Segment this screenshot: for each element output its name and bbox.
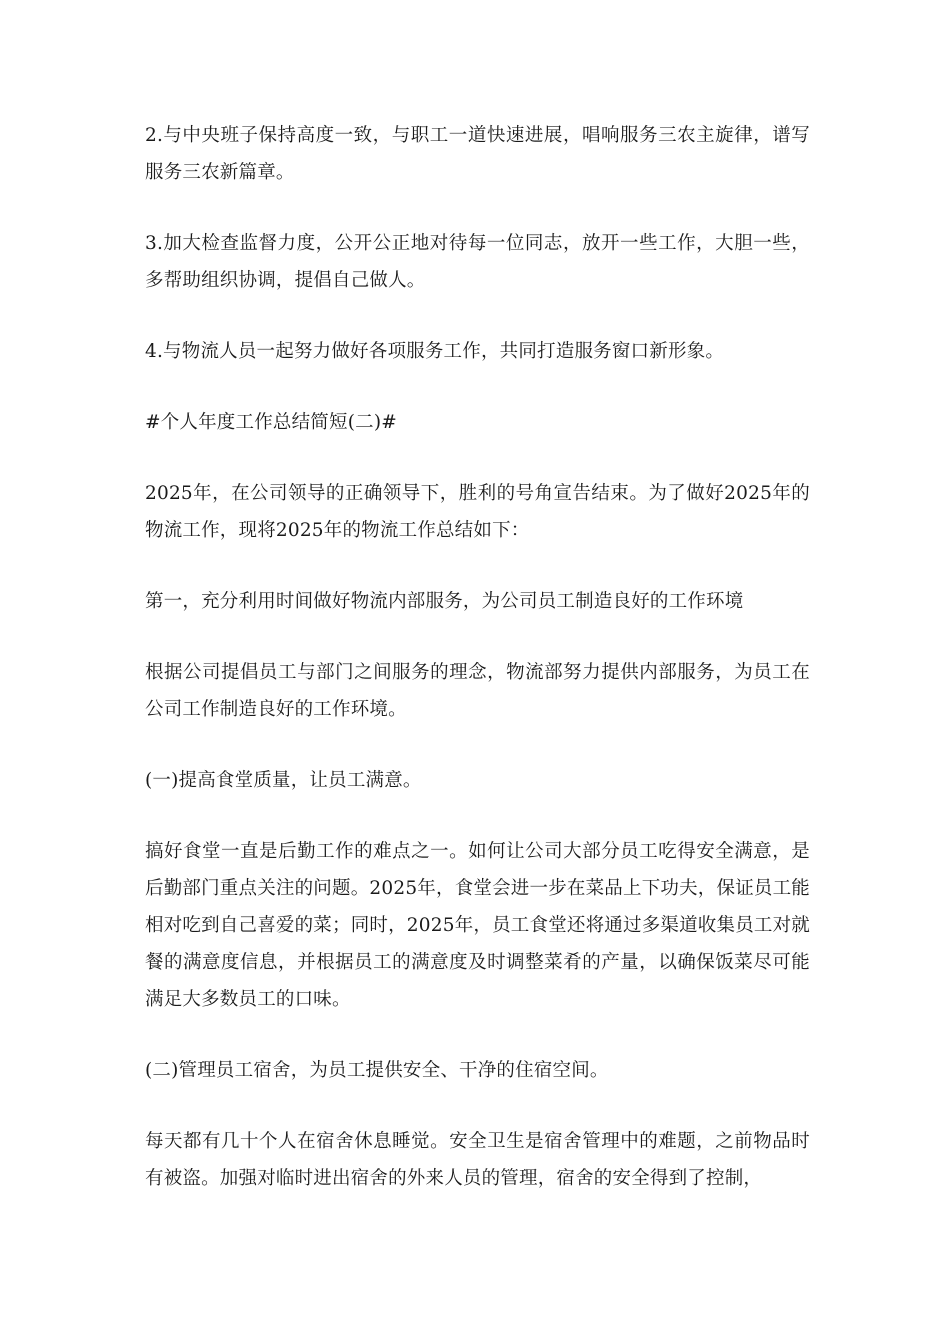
paragraph-item-4: 4.与物流人员一起努力做好各项服务工作，共同打造服务窗口新形象。 (145, 341, 725, 362)
paragraph-item-3: 3.加大检查监督力度，公开公正地对待每一位同志，放开一些工作，大胆一些，多帮助组织协调，提倡自己做人。 (145, 233, 810, 291)
paragraph-dormitory: 每天都有几十个人在宿舍休息睡觉。安全卫生是宿舍管理中的难题，之前物品时有被盗。加强对临时进出宿舍的外来人员的管理，宿舍的安全得到了控制， (145, 1131, 810, 1189)
subheading-dormitory: (二)管理员工宿舍，为员工提供安全、干净的住宿空间。 (145, 1060, 609, 1081)
paragraph-internal-service: 根据公司提倡员工与部门之间服务的理念，物流部努力提供内部服务，为员工在公司工作制造良好的工作环境。 (145, 662, 810, 720)
paragraph-canteen: 搞好食堂一直是后勤工作的难点之一。如何让公司大部分员工吃得安全满意，是后勤部门重点关注的问题。2025年，食堂会进一步在菜品上下功夫，保证员工能相对吃到自己喜爱的菜；同时，2025年，员工食堂还将通过多渠道收集员工对就餐的满意度信息，并根据员工的满意度及时调整菜肴的产量，以确保饭菜尽可能满足大多数员工的口味。 (145, 841, 810, 1010)
section-heading: #个人年度工作总结简短(二)# (145, 412, 397, 433)
paragraph-item-2: 2.与中央班子保持高度一致，与职工一道快速进展，唱响服务三农主旋律，谱写服务三农新篇章。 (145, 125, 810, 183)
subheading-canteen: (一)提高食堂质量，让员工满意。 (145, 770, 422, 791)
paragraph-first-point: 第一，充分利用时间做好物流内部服务，为公司员工制造良好的工作环境 (145, 591, 744, 612)
document-body (145, 117, 810, 1231)
paragraph-intro: 2025年，在公司领导的正确领导下，胜利的号角宣告结束。为了做好2025年的物流工作，现将2025年的物流工作总结如下： (145, 483, 810, 541)
